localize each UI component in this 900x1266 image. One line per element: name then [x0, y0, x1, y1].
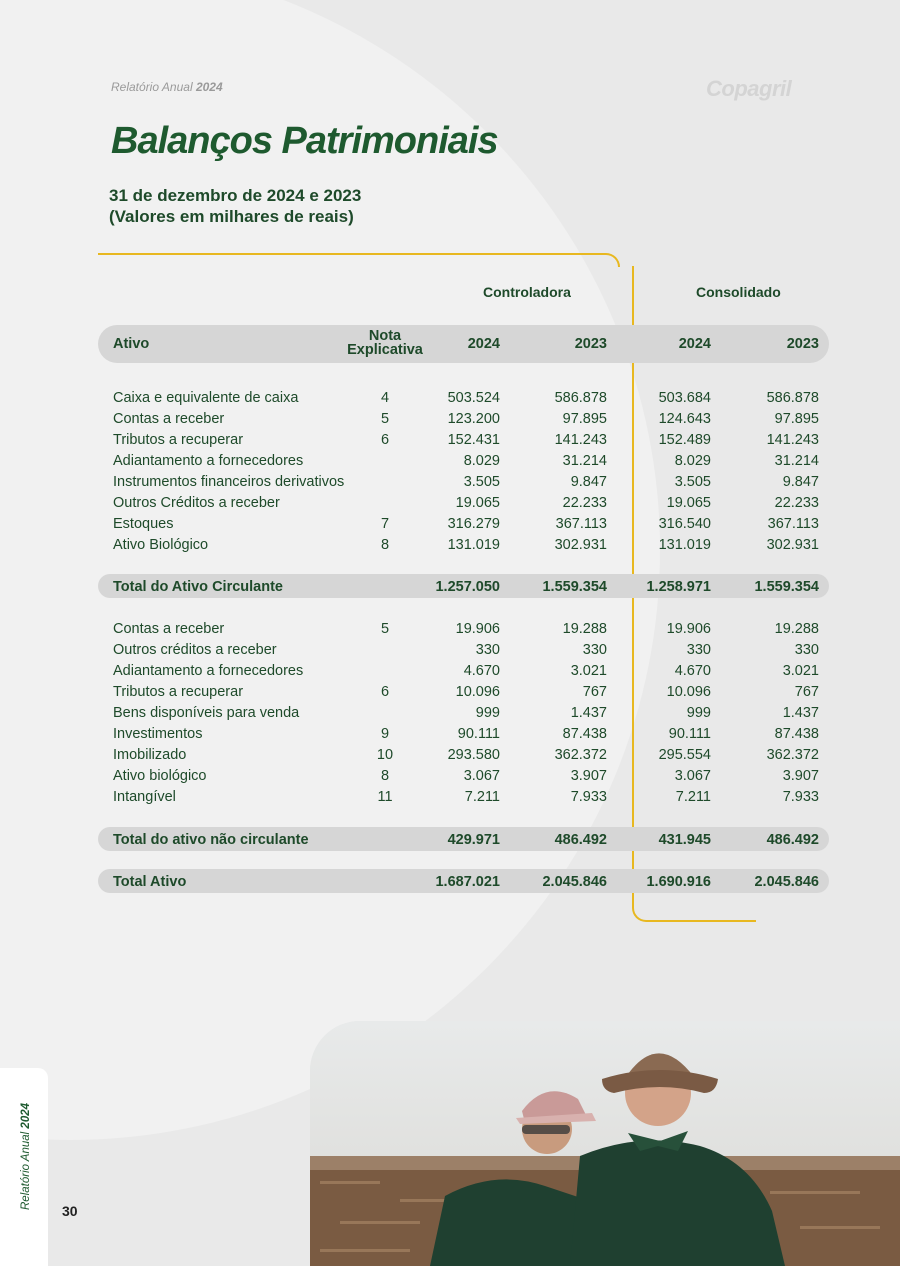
report-header	[111, 80, 223, 94]
value-consolidado-2023: 586.878	[766, 390, 819, 406]
row-label: Imobilizado	[113, 747, 187, 763]
value-consolidado-2024: 3.505	[674, 474, 711, 490]
value-controladora-2024: 4.670	[463, 663, 500, 679]
farmers-photo	[310, 1021, 900, 1266]
value-consolidado-2024: 3.067	[674, 768, 711, 784]
row-note: 10	[376, 747, 394, 763]
value-controladora-2024: 8.029	[463, 453, 500, 469]
page-number: 30	[62, 1203, 78, 1219]
value-consolidado-2023: 3.907	[782, 768, 819, 784]
subtitle-units: (Valores em milhares de reais)	[109, 207, 354, 226]
value-consolidado-2023: 767	[794, 684, 819, 700]
row-note: 9	[380, 726, 390, 742]
value-controladora-2024: 503.524	[447, 390, 500, 406]
value-controladora-2023: 3.907	[570, 768, 607, 784]
subtitle	[109, 185, 361, 227]
row-label: Intangível	[113, 789, 176, 805]
value-consolidado-2024: 503.684	[658, 390, 711, 406]
value-controladora-2024: 999	[475, 705, 500, 721]
group-controladora: Controladora	[483, 284, 571, 300]
value-controladora-2023: 1.437	[570, 705, 607, 721]
value-controladora-2023: 22.233	[562, 495, 607, 511]
value-controladora-2024: 3.505	[463, 474, 500, 490]
company-logo: Copagril	[706, 76, 792, 101]
value-consolidado-2024: 19.906	[666, 621, 711, 637]
value-controladora-2024: 316.279	[447, 516, 500, 532]
gold-divider-top	[98, 253, 620, 267]
value-consolidado-2024: 90.111	[668, 726, 711, 742]
value-consolidado-2024: 152.489	[658, 432, 711, 448]
col-consolidado-2024: 2024	[678, 336, 711, 352]
value-consolidado-2024: 10.096	[666, 684, 711, 700]
row-label: Ativo Biológico	[113, 537, 209, 553]
value-controladora-2024: 7.211	[464, 789, 500, 805]
value-controladora-2023: 2.045.846	[542, 874, 607, 890]
value-controladora-2023: 302.931	[554, 537, 607, 553]
row-note: 7	[380, 516, 390, 532]
value-controladora-2023: 330	[582, 642, 607, 658]
total-row-label: Total do ativo não circulante	[113, 832, 309, 848]
value-controladora-2024: 1.257.050	[435, 579, 500, 595]
value-consolidado-2024: 131.019	[658, 537, 711, 553]
value-consolidado-2023: 1.437	[782, 705, 819, 721]
value-consolidado-2023: 330	[794, 642, 819, 658]
side-report-text: Relatório Anual	[20, 1131, 32, 1210]
row-label: Estoques	[113, 516, 174, 532]
value-consolidado-2023: 486.492	[766, 832, 819, 848]
value-controladora-2024: 3.067	[463, 768, 500, 784]
value-consolidado-2023: 9.847	[782, 474, 819, 490]
row-label: Adiantamento a fornecedores	[113, 453, 304, 469]
value-controladora-2023: 1.559.354	[542, 579, 607, 595]
value-controladora-2023: 367.113	[555, 516, 607, 532]
row-note: 8	[380, 537, 390, 553]
subtitle-date: 31 de dezembro de 2024 e 2023	[109, 186, 362, 205]
value-consolidado-2023: 2.045.846	[754, 874, 819, 890]
row-label: Ativo biológico	[113, 768, 207, 784]
row-label: Contas a receber	[113, 411, 225, 427]
value-consolidado-2023: 19.288	[774, 621, 819, 637]
row-label: Outros créditos a receber	[113, 642, 277, 658]
value-consolidado-2023: 97.895	[774, 411, 819, 427]
report-label: Relatório Anual	[111, 80, 193, 94]
value-controladora-2023: 7.933	[570, 789, 607, 805]
col-controladora-2023: 2023	[574, 336, 607, 352]
value-consolidado-2024: 7.211	[675, 789, 711, 805]
value-controladora-2023: 486.492	[554, 832, 607, 848]
col-nota-line2: Explicativa	[347, 342, 423, 358]
row-label: Adiantamento a fornecedores	[113, 663, 304, 679]
side-report-year: 2024	[20, 1102, 32, 1129]
value-controladora-2024: 19.906	[455, 621, 500, 637]
value-consolidado-2024: 431.945	[658, 832, 711, 848]
page-title: Balanços Patrimoniais	[111, 120, 498, 162]
row-note: 5	[380, 411, 390, 427]
value-controladora-2024: 90.111	[457, 726, 500, 742]
gold-divider-bottom	[632, 898, 756, 922]
value-consolidado-2024: 295.554	[658, 747, 711, 763]
value-consolidado-2024: 316.540	[658, 516, 711, 532]
value-consolidado-2024: 999	[686, 705, 711, 721]
value-consolidado-2024: 124.643	[658, 411, 711, 427]
value-consolidado-2023: 3.021	[782, 663, 819, 679]
col-nota	[340, 329, 430, 357]
row-label: Instrumentos financeiros derivativos	[113, 474, 345, 490]
row-label: Tributos a recuperar	[113, 432, 244, 448]
value-controladora-2024: 1.687.021	[435, 874, 500, 890]
value-controladora-2024: 10.096	[455, 684, 500, 700]
total-row-label: Total Ativo	[113, 874, 187, 890]
value-consolidado-2023: 1.559.354	[754, 579, 819, 595]
row-note: 8	[380, 768, 390, 784]
value-consolidado-2023: 362.372	[766, 747, 819, 763]
row-label: Contas a receber	[113, 621, 225, 637]
farmers-illustration	[310, 1021, 900, 1266]
total-row-label: Total do Ativo Circulante	[113, 579, 283, 595]
value-consolidado-2023: 22.233	[774, 495, 819, 511]
value-consolidado-2024: 1.258.971	[646, 579, 711, 595]
value-controladora-2023: 97.895	[562, 411, 607, 427]
col-controladora-2024: 2024	[467, 336, 500, 352]
group-consolidado: Consolidado	[696, 284, 781, 300]
value-consolidado-2023: 31.214	[774, 453, 819, 469]
row-label: Tributos a recuperar	[113, 684, 244, 700]
col-nota-line1: Nota	[368, 328, 402, 344]
value-consolidado-2023: 7.933	[782, 789, 819, 805]
value-controladora-2024: 293.580	[447, 747, 500, 763]
value-controladora-2024: 330	[475, 642, 500, 658]
value-controladora-2023: 9.847	[570, 474, 607, 490]
value-consolidado-2024: 19.065	[666, 495, 711, 511]
background-strip	[0, 0, 220, 8]
report-year: 2024	[195, 80, 223, 94]
value-controladora-2023: 87.438	[562, 726, 607, 742]
value-controladora-2023: 19.288	[562, 621, 607, 637]
value-controladora-2023: 767	[582, 684, 607, 700]
row-note: 11	[377, 789, 393, 805]
value-consolidado-2023: 367.113	[767, 516, 819, 532]
value-controladora-2023: 586.878	[554, 390, 607, 406]
value-controladora-2023: 3.021	[570, 663, 607, 679]
value-controladora-2023: 141.243	[554, 432, 607, 448]
row-label: Investimentos	[113, 726, 203, 742]
value-consolidado-2024: 1.690.916	[646, 874, 711, 890]
row-note: 4	[380, 390, 390, 406]
value-controladora-2024: 131.019	[447, 537, 500, 553]
row-label: Outros Créditos a receber	[113, 495, 280, 511]
value-consolidado-2024: 8.029	[674, 453, 711, 469]
value-controladora-2024: 123.200	[447, 411, 500, 427]
value-consolidado-2023: 87.438	[774, 726, 819, 742]
value-controladora-2024: 19.065	[455, 495, 500, 511]
side-report-label	[20, 1103, 32, 1210]
value-consolidado-2023: 302.931	[766, 537, 819, 553]
row-label: Caixa e equivalente de caixa	[113, 390, 299, 406]
row-label: Bens disponíveis para venda	[113, 705, 300, 721]
value-controladora-2023: 31.214	[562, 453, 607, 469]
value-consolidado-2024: 4.670	[674, 663, 711, 679]
col-consolidado-2023: 2023	[786, 336, 819, 352]
value-controladora-2023: 362.372	[554, 747, 607, 763]
row-note: 6	[380, 684, 390, 700]
row-note: 6	[380, 432, 390, 448]
value-consolidado-2024: 330	[686, 642, 711, 658]
col-ativo: Ativo	[113, 336, 150, 352]
value-consolidado-2023: 141.243	[766, 432, 819, 448]
value-controladora-2024: 152.431	[447, 432, 500, 448]
row-note: 5	[380, 621, 390, 637]
value-controladora-2024: 429.971	[447, 832, 500, 848]
